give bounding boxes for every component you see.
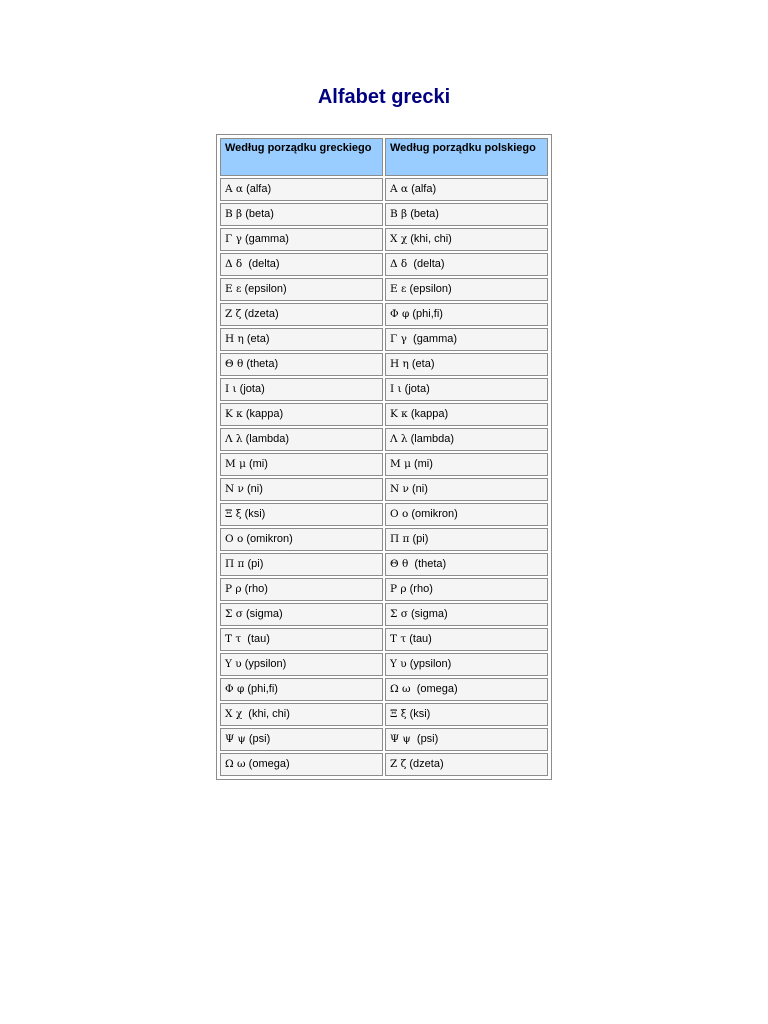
greek-letters: Υ υ [390,658,407,670]
table-cell-polish-order [385,653,548,676]
table-row [220,678,548,701]
letter-name: (rho) [244,583,268,595]
letter-name: (ni) [411,483,428,495]
greek-letters: Η η [390,358,409,370]
alphabet-table-frame [216,134,552,780]
letter-name: (dzeta) [244,308,279,320]
greek-letters: Λ λ [225,433,243,445]
letter-name: (omikron) [411,508,458,520]
table-row [220,578,548,601]
greek-letters: Ε ε [225,283,242,295]
greek-letters: Ι ι [390,383,402,395]
table-row [220,653,548,676]
letter-name: (jota) [404,383,430,395]
greek-letters: Δ δ [390,258,408,270]
letter-name: (theta) [246,358,279,370]
greek-letters: Π π [390,533,410,545]
greek-letters: Π π [225,558,245,570]
table-cell-greek-order [220,378,383,401]
table-row [220,628,548,651]
letter-name: (ksi) [244,508,266,520]
greek-letters: Μ μ [390,458,411,470]
table-cell-greek-order [220,728,383,751]
table-cell-greek-order [220,553,383,576]
greek-letters: Χ χ [390,233,408,245]
table-cell-greek-order [220,628,383,651]
letter-name: (ypsilon) [409,658,452,670]
page-title: Alfabet grecki [317,86,451,108]
column-header-polish-order: Według porządku polskiego [385,138,548,176]
table-cell-polish-order [385,203,548,226]
letter-name: (tau) [409,633,432,645]
letter-name: (pi) [247,558,264,570]
table-row [220,528,548,551]
table-cell-polish-order [385,453,548,476]
table-cell-polish-order [385,578,548,601]
letter-name: (sigma) [246,608,283,620]
greek-letters: Ψ ψ [390,733,411,745]
letter-name: (epsilon) [244,283,287,295]
letter-name: (psi) [413,733,439,745]
greek-letters: Κ κ [225,408,243,420]
letter-name: (delta) [410,258,445,270]
letter-name: (omikron) [246,533,293,545]
letter-name: (beta) [410,208,439,220]
table-row [220,303,548,326]
letter-name: (pi) [412,533,429,545]
letter-name: (eta) [411,358,435,370]
letter-name: (delta) [245,258,280,270]
table-cell-polish-order [385,478,548,501]
table-cell-polish-order [385,328,548,351]
table-row [220,703,548,726]
table-row [220,503,548,526]
letter-name: (epsilon) [409,283,452,295]
table-cell-greek-order [220,403,383,426]
table-row [220,428,548,451]
letter-name: (ni) [246,483,263,495]
greek-letters: Σ σ [225,608,243,620]
table-cell-polish-order [385,628,548,651]
alphabet-table [218,136,550,778]
table-row [220,328,548,351]
greek-letters: Ψ ψ [225,733,246,745]
greek-letters: Θ θ [225,358,244,370]
letter-name: (gamma) [409,333,458,345]
table-row [220,728,548,751]
table-cell-polish-order [385,528,548,551]
table-cell-greek-order [220,478,383,501]
greek-letters: Ν ν [225,483,244,495]
table-header-row [220,138,548,176]
table-cell-polish-order [385,503,548,526]
letter-name: (beta) [245,208,274,220]
table-cell-greek-order [220,303,383,326]
greek-letters: Φ φ [225,683,245,695]
greek-letters: Γ γ [225,233,242,245]
greek-letters: Γ γ [390,333,407,345]
table-row [220,453,548,476]
letter-name: (theta) [411,558,447,570]
table-row [220,278,548,301]
table-cell-polish-order [385,228,548,251]
letter-name: (psi) [248,733,271,745]
table-cell-greek-order [220,503,383,526]
greek-letters: Ε ε [390,283,407,295]
letter-name: (kappa) [410,408,449,420]
column-header-greek-order: Według porządku greckiego [220,138,383,176]
greek-letters: Ν ν [390,483,409,495]
greek-letters: Ω ω [225,758,246,770]
letter-name: (ypsilon) [244,658,287,670]
table-row [220,403,548,426]
letter-name: (gamma) [244,233,289,245]
table-cell-polish-order [385,678,548,701]
table-row [220,353,548,376]
table-cell-greek-order [220,428,383,451]
table-cell-polish-order [385,278,548,301]
table-cell-polish-order [385,178,548,201]
greek-letters: Α α [390,183,409,195]
table-cell-greek-order [220,228,383,251]
table-cell-greek-order [220,578,383,601]
letter-name: (phi,fi) [412,308,443,320]
table-body [220,178,548,776]
table-row [220,603,548,626]
table-row [220,378,548,401]
table-cell-greek-order [220,353,383,376]
letter-name: (omega) [413,683,458,695]
table-row [220,203,548,226]
table-cell-greek-order [220,453,383,476]
table-cell-polish-order [385,378,548,401]
greek-letters: Κ κ [390,408,408,420]
letter-name: (rho) [409,583,433,595]
greek-letters: Ο ο [225,533,244,545]
letter-name: (ksi) [409,708,431,720]
table-cell-polish-order [385,403,548,426]
greek-letters: Φ φ [390,308,410,320]
table-row [220,228,548,251]
greek-letters: Χ χ [225,708,243,720]
table-cell-greek-order [220,703,383,726]
table-cell-polish-order [385,253,548,276]
table-cell-greek-order [220,603,383,626]
letter-name: (phi,fi) [247,683,278,695]
table-cell-polish-order [385,303,548,326]
greek-letters: Θ θ [390,558,409,570]
table-cell-polish-order [385,753,548,776]
table-cell-polish-order [385,353,548,376]
letter-name: (kappa) [245,408,284,420]
table-row [220,553,548,576]
table-cell-greek-order [220,328,383,351]
letter-name: (omega) [248,758,290,770]
table-cell-greek-order [220,528,383,551]
table-cell-greek-order [220,178,383,201]
table-cell-greek-order [220,653,383,676]
table-cell-greek-order [220,253,383,276]
letter-name: (lambda) [245,433,290,445]
greek-letters: Η η [225,333,244,345]
greek-letters: Ρ ρ [225,583,242,595]
greek-letters: Β β [225,208,243,220]
greek-letters: Ξ ξ [225,508,242,520]
greek-letters: Ω ω [390,683,411,695]
letter-name: (jota) [239,383,265,395]
table-cell-greek-order [220,678,383,701]
greek-letters: Υ υ [225,658,242,670]
greek-letters: Δ δ [225,258,243,270]
table-cell-polish-order [385,703,548,726]
greek-letters: Λ λ [390,433,408,445]
letter-name: (alfa) [411,183,437,195]
table-row [220,253,548,276]
letter-name: (sigma) [411,608,448,620]
table-cell-polish-order [385,728,548,751]
greek-letters: Ι ι [225,383,237,395]
letter-name: (mi) [248,458,268,470]
table-cell-greek-order [220,753,383,776]
table-cell-greek-order [220,203,383,226]
greek-letters: Τ τ [225,633,242,645]
greek-letters: Ο ο [390,508,409,520]
letter-name: (dzeta) [409,758,444,770]
greek-letters: Ζ ζ [390,758,407,770]
letter-name: (tau) [244,633,270,645]
table-row [220,478,548,501]
letter-name: (alfa) [246,183,272,195]
table-row [220,753,548,776]
greek-letters: Ζ ζ [225,308,242,320]
greek-letters: Ξ ξ [390,708,407,720]
table-cell-polish-order [385,603,548,626]
table-cell-polish-order [385,428,548,451]
letter-name: (lambda) [410,433,455,445]
table-cell-polish-order [385,553,548,576]
letter-name: (mi) [413,458,433,470]
table-cell-greek-order [220,278,383,301]
letter-name: (khi, chi) [245,708,290,720]
letter-name: (khi, chi) [410,233,452,245]
greek-letters: Μ μ [225,458,246,470]
greek-letters: Β β [390,208,408,220]
table-row [220,178,548,201]
greek-letters: Α α [225,183,244,195]
greek-letters: Τ τ [390,633,407,645]
greek-letters: Ρ ρ [390,583,407,595]
greek-letters: Σ σ [390,608,408,620]
letter-name: (eta) [246,333,270,345]
